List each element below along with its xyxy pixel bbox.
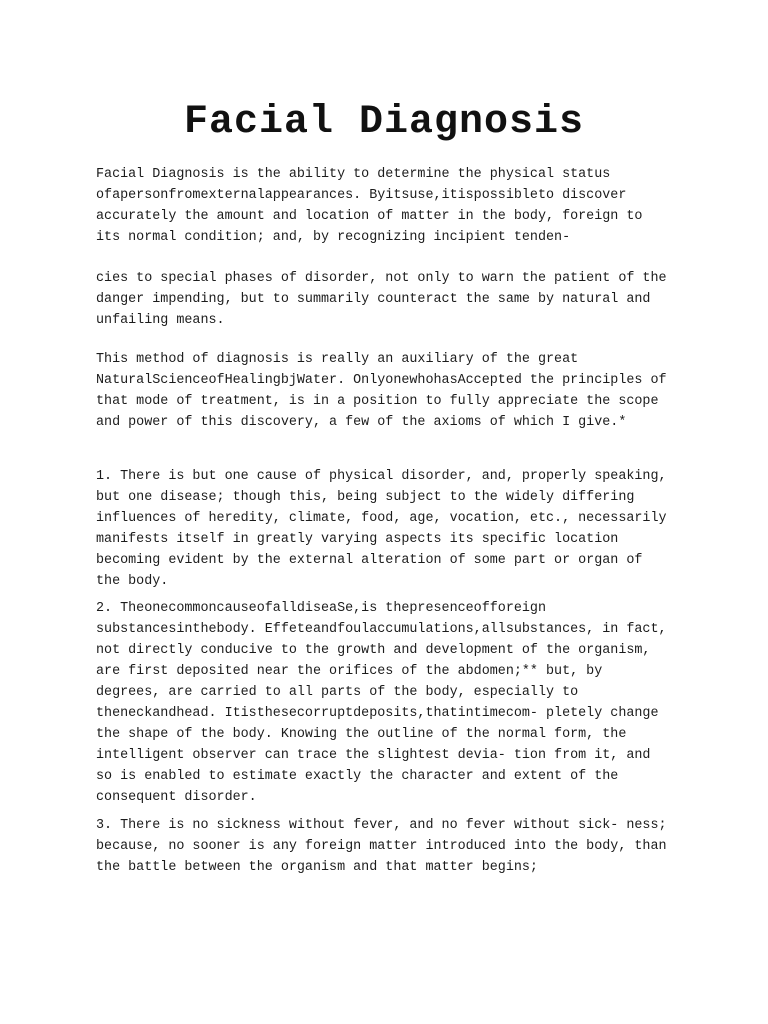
paragraph-intro: Facial Diagnosis is the ability to determine the physical status ofapersonfromexternalappearances. Byitsuse,itispossibleto discover accurately the amount and location of matter in the body, foreign to its normal condition; and, by recognizing incipient tenden- bbox=[96, 167, 643, 245]
paragraph-axiom-2: 2. TheonecommoncauseofalldiseaSe,is thepresenceofforeign substancesinthebody. Effeteandfoulaccumulations,allsubstances, in fact, not directly conducive to the growth and development of the organism, are first deposited near the orifices of the abdomen;** but, by degrees, are carried to all parts of the body, especially to theneckandhead. Itisthesecorruptdeposits,thatintimecom- pletely change the shape of the body. Knowing the outline of the normal form, the intelligent observer can trace the slightest devia- tion from it, and so is enabled to estimate exactly the character and extent of the consequent disorder. bbox=[96, 601, 667, 805]
paragraph-method: This method of diagnosis is really an auxiliary of the great NaturalScienceofHealingbjWater. OnlyonewhohasAccepted the principles of that mode of treatment, is in a position to fully appreciate the scope and power of this discovery, a few of the axioms of which I give.* bbox=[96, 352, 667, 430]
paragraph-intro-continued: cies to special phases of disorder, not only to warn the patient of the danger impending, but to summarily counteract the same by natural and unfailing means. bbox=[96, 271, 667, 328]
paragraph-axiom-1: 1. There is but one cause of physical disorder, and, properly speaking, but one disease; though this, being subject to the widely differing influences of heredity, climate, food, age, vocation, etc., necessarily manifests itself in greatly varying aspects its specific location becoming evident by the external alteration of some part or organ of the body. bbox=[96, 469, 667, 589]
paragraph-axiom-3: 3. There is no sickness without fever, and no fever without sick- ness; because, no sooner is any foreign matter introduced into the body, than the battle between the organism and that matter begins; bbox=[96, 818, 667, 875]
page-title: Facial Diagnosis bbox=[183, 100, 585, 145]
